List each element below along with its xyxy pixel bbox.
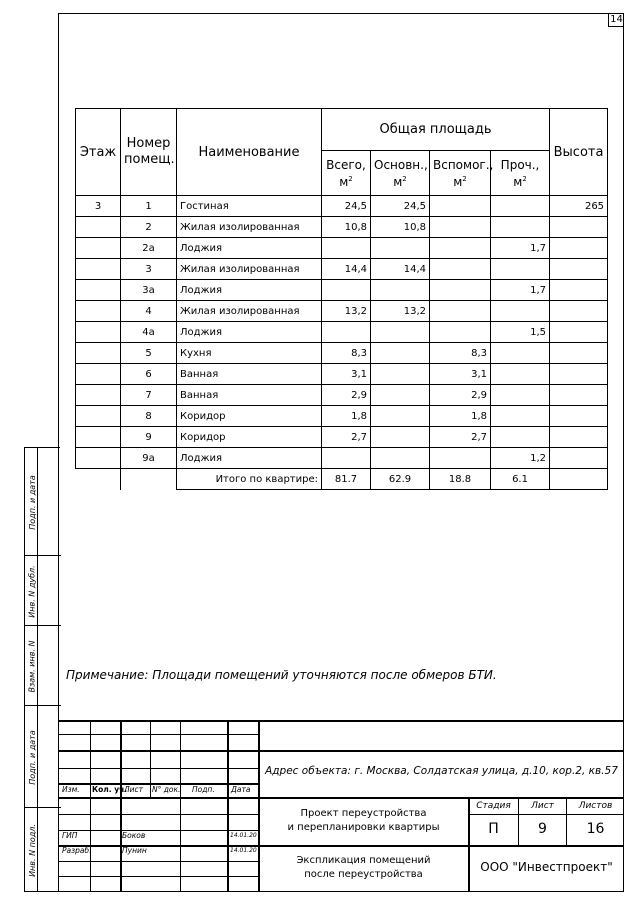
cell-area-main: 10,8 bbox=[371, 217, 430, 238]
cell-room-name: Лоджия bbox=[177, 448, 322, 469]
cell-area-aux: 3,1 bbox=[430, 364, 491, 385]
summary-main: 62.9 bbox=[371, 469, 430, 490]
table-row bbox=[76, 259, 608, 280]
tb-line-h2 bbox=[58, 750, 624, 752]
cell-room-number: 5 bbox=[121, 343, 177, 364]
cell-height: 265 bbox=[550, 196, 608, 217]
table-row bbox=[76, 217, 608, 238]
cell-area-main bbox=[371, 427, 430, 448]
cell-area-other bbox=[491, 217, 550, 238]
cell-room-name: Гостиная bbox=[177, 196, 322, 217]
cell-room-number: 4а bbox=[121, 322, 177, 343]
sheets-value: 16 bbox=[586, 821, 605, 837]
cell-room-name: Жилая изолированная bbox=[177, 301, 322, 322]
table-row bbox=[76, 406, 608, 427]
tb-line-stage bbox=[468, 814, 624, 815]
cell-floor bbox=[76, 427, 121, 448]
cell-floor bbox=[76, 280, 121, 301]
cell-area-main bbox=[371, 322, 430, 343]
cell-area-aux bbox=[430, 280, 491, 301]
side-label-replace: Взам. инв. N bbox=[27, 640, 37, 692]
tb-header-doc: N° док. bbox=[152, 785, 181, 794]
cell-area-total: 8,3 bbox=[322, 343, 371, 364]
cell-area-total: 1,8 bbox=[322, 406, 371, 427]
cell-area-other bbox=[491, 259, 550, 280]
cell-room-name: Коридор bbox=[177, 427, 322, 448]
side-label-orig: Инв. N подл. bbox=[27, 824, 37, 877]
cell-room-name: Ванная bbox=[177, 385, 322, 406]
cell-area-main: 24,5 bbox=[371, 196, 430, 217]
company-name: ООО "Инвестпроект" bbox=[480, 860, 613, 874]
cell-area-other bbox=[491, 406, 550, 427]
cell-floor bbox=[76, 322, 121, 343]
cell-floor bbox=[76, 238, 121, 259]
table-row bbox=[76, 322, 608, 343]
cell-height bbox=[550, 343, 608, 364]
summary-total: 81.7 bbox=[322, 469, 371, 490]
cell-area-other bbox=[491, 301, 550, 322]
cell-area-aux: 2,7 bbox=[430, 427, 491, 448]
cell-room-number: 3а bbox=[121, 280, 177, 301]
cell-area-total: 14,4 bbox=[322, 259, 371, 280]
table-row bbox=[76, 427, 608, 448]
cell-room-number: 6 bbox=[121, 364, 177, 385]
summary-aux: 18.8 bbox=[430, 469, 491, 490]
cell-area-other: 1,2 bbox=[491, 448, 550, 469]
table-header-row-1 bbox=[76, 109, 608, 151]
stage-value: П bbox=[488, 821, 499, 837]
cell-room-number: 2а bbox=[121, 238, 177, 259]
header-area-other: Проч., $м^2$ bbox=[491, 151, 550, 196]
sheet-number: 14 bbox=[608, 13, 624, 27]
cell-area-total bbox=[322, 322, 371, 343]
cell-area-total: 2,9 bbox=[322, 385, 371, 406]
tb-line-top bbox=[58, 720, 624, 722]
object-address: Адрес объекта: г. Москва, Солдатская улица, д.10, кор.2, кв.57 bbox=[265, 765, 618, 777]
cell-floor bbox=[76, 259, 121, 280]
cell-area-total: 10,8 bbox=[322, 217, 371, 238]
cell-area-total: 2,7 bbox=[322, 427, 371, 448]
table-row bbox=[76, 238, 608, 259]
cell-area-total bbox=[322, 280, 371, 301]
cell-floor bbox=[76, 448, 121, 469]
table-body bbox=[76, 196, 608, 469]
cell-room-name: Ванная bbox=[177, 364, 322, 385]
summary-label: Итого по квартире: bbox=[177, 469, 322, 490]
side-label-dup: Инв. N дубл. bbox=[27, 564, 37, 618]
tb-header-list: Лист bbox=[124, 785, 144, 794]
tb-line-v5 bbox=[227, 720, 229, 892]
cell-area-aux: 8,3 bbox=[430, 343, 491, 364]
cell-floor bbox=[76, 364, 121, 385]
cell-area-total: 13,2 bbox=[322, 301, 371, 322]
summary-empty-2 bbox=[121, 469, 177, 490]
cell-area-aux bbox=[430, 322, 491, 343]
cell-area-aux bbox=[430, 196, 491, 217]
table-row bbox=[76, 364, 608, 385]
tb-header-izm: Изм. bbox=[62, 785, 80, 794]
explication-table bbox=[75, 108, 608, 490]
cell-floor bbox=[76, 217, 121, 238]
cell-height bbox=[550, 385, 608, 406]
drawing-title-line1: Экспликация помещений bbox=[296, 855, 431, 866]
header-total-area: Общая площадь bbox=[322, 109, 550, 151]
cell-room-name: Коридор bbox=[177, 406, 322, 427]
cell-area-total: 24,5 bbox=[322, 196, 371, 217]
cell-area-main: 14,4 bbox=[371, 259, 430, 280]
header-area-total: Всего, $м^2$ bbox=[322, 151, 371, 196]
table-row bbox=[76, 385, 608, 406]
tb-role-gip: ГИП bbox=[62, 831, 78, 840]
cell-floor: 3 bbox=[76, 196, 121, 217]
cell-room-name: Лоджия bbox=[177, 280, 322, 301]
cell-area-main bbox=[371, 364, 430, 385]
cell-room-number: 7 bbox=[121, 385, 177, 406]
tb-line-v4 bbox=[180, 720, 181, 892]
cell-area-other: 1,7 bbox=[491, 238, 550, 259]
cell-room-number: 8 bbox=[121, 406, 177, 427]
sheet-label: Лист bbox=[531, 801, 554, 811]
cell-room-name: Лоджия bbox=[177, 238, 322, 259]
cell-area-other bbox=[491, 196, 550, 217]
header-name: Наименование bbox=[177, 109, 322, 196]
cell-area-main bbox=[371, 343, 430, 364]
table-row bbox=[76, 301, 608, 322]
cell-area-total bbox=[322, 448, 371, 469]
title-block bbox=[58, 720, 624, 892]
project-title-line2: и перепланировки квартиры bbox=[287, 822, 440, 833]
summary-other: 6.1 bbox=[491, 469, 550, 490]
cell-room-number: 4 bbox=[121, 301, 177, 322]
cell-height bbox=[550, 238, 608, 259]
cell-room-number: 3 bbox=[121, 259, 177, 280]
cell-area-main bbox=[371, 385, 430, 406]
cell-area-other: 1,7 bbox=[491, 280, 550, 301]
tb-role-dev: Разраб. bbox=[62, 846, 92, 855]
table-row bbox=[76, 280, 608, 301]
tb-date-dev: 14.01.20 bbox=[230, 847, 257, 854]
tb-date-gip: 14.01.20 bbox=[230, 832, 257, 839]
cell-height bbox=[550, 406, 608, 427]
tb-header-kol: Кол. уч. bbox=[92, 785, 128, 794]
tb-line-v3 bbox=[150, 720, 151, 798]
cell-area-other bbox=[491, 343, 550, 364]
cell-room-name: Лоджия bbox=[177, 322, 322, 343]
cell-area-other: 1,5 bbox=[491, 322, 550, 343]
cell-area-total: 3,1 bbox=[322, 364, 371, 385]
cell-room-number: 1 bbox=[121, 196, 177, 217]
sheets-label: Листов bbox=[578, 801, 613, 811]
header-height: Высота bbox=[550, 109, 608, 196]
tb-name-gip: Боков bbox=[122, 831, 146, 840]
cell-area-other bbox=[491, 385, 550, 406]
summary-height bbox=[550, 469, 608, 490]
cell-room-name: Жилая изолированная bbox=[177, 259, 322, 280]
cell-area-aux bbox=[430, 217, 491, 238]
stage-label: Стадия bbox=[476, 801, 511, 811]
cell-room-name: Кухня bbox=[177, 343, 322, 364]
cell-area-other bbox=[491, 427, 550, 448]
cell-room-name: Жилая изолированная bbox=[177, 217, 322, 238]
side-label-sign-date-2: Подп. и дата bbox=[27, 729, 37, 785]
cell-area-other bbox=[491, 364, 550, 385]
cell-height bbox=[550, 364, 608, 385]
note-text: Примечание: Площади помещений уточняются после обмеров БТИ. bbox=[66, 668, 497, 682]
cell-height bbox=[550, 217, 608, 238]
cell-area-aux bbox=[430, 238, 491, 259]
cell-height bbox=[550, 322, 608, 343]
cell-area-aux: 2,9 bbox=[430, 385, 491, 406]
cell-area-aux bbox=[430, 448, 491, 469]
summary-row bbox=[76, 469, 608, 490]
header-area-main: Основн., $м^2$ bbox=[371, 151, 430, 196]
cell-area-main: 13,2 bbox=[371, 301, 430, 322]
cell-height bbox=[550, 427, 608, 448]
cell-height bbox=[550, 280, 608, 301]
cell-room-number: 9 bbox=[121, 427, 177, 448]
cell-area-aux: 1,8 bbox=[430, 406, 491, 427]
tb-line-v2 bbox=[120, 720, 122, 892]
header-floor: Этаж bbox=[76, 109, 121, 196]
sheet-value: 9 bbox=[538, 821, 547, 837]
cell-area-aux bbox=[430, 259, 491, 280]
tb-line-v1 bbox=[90, 720, 91, 892]
table-row bbox=[76, 448, 608, 469]
cell-area-aux bbox=[430, 301, 491, 322]
cell-height bbox=[550, 448, 608, 469]
tb-header-date: Дата bbox=[231, 785, 251, 794]
summary-empty-1 bbox=[76, 469, 121, 490]
header-room-number: Номер помещ. bbox=[121, 109, 177, 196]
header-area-aux: Вспомог., $м^2$ bbox=[430, 151, 491, 196]
cell-room-number: 9а bbox=[121, 448, 177, 469]
cell-area-main bbox=[371, 448, 430, 469]
table-row bbox=[76, 343, 608, 364]
cell-area-main bbox=[371, 238, 430, 259]
project-title-line1: Проект переустройства bbox=[300, 808, 427, 819]
cell-area-total bbox=[322, 238, 371, 259]
cell-floor bbox=[76, 406, 121, 427]
tb-header-sign: Подп. bbox=[192, 785, 215, 794]
cell-floor bbox=[76, 301, 121, 322]
cell-floor bbox=[76, 385, 121, 406]
cell-area-main bbox=[371, 280, 430, 301]
cell-room-number: 2 bbox=[121, 217, 177, 238]
cell-height bbox=[550, 259, 608, 280]
tb-name-dev: Пунин bbox=[122, 846, 147, 855]
table-row bbox=[76, 196, 608, 217]
cell-area-main bbox=[371, 406, 430, 427]
drawing-title-line2: после переустройства bbox=[304, 869, 423, 880]
cell-height bbox=[550, 301, 608, 322]
side-label-sign-date-1: Подп. и дата bbox=[27, 474, 37, 530]
cell-floor bbox=[76, 343, 121, 364]
side-stamp bbox=[24, 447, 60, 892]
